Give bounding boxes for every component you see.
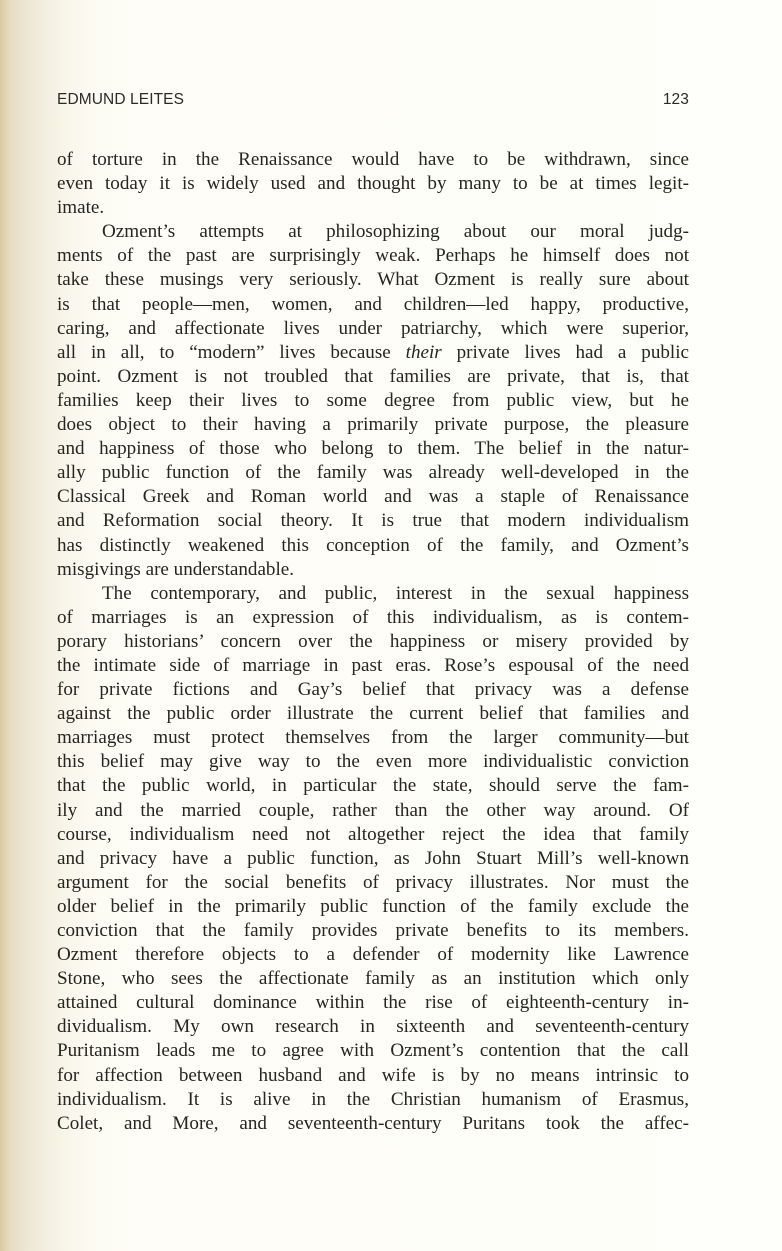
- text-line: imate.: [57, 197, 105, 219]
- text-line: does object to their having a primarily private purpose, the pleasure: [57, 414, 689, 436]
- text-line: ily and the married couple, rather than the other way around. Of: [57, 799, 689, 821]
- text-line: Colet, and More, and seventeenth-century Puritans took the affec-: [57, 1112, 689, 1134]
- text-line: caring, and affectionate lives under patriarchy, which were superior,: [57, 317, 689, 339]
- running-head: [57, 91, 689, 113]
- text-line: [57, 341, 689, 365]
- page-number: 123: [662, 91, 689, 108]
- text-line: this belief may give way to the even more individualistic conviction: [57, 751, 689, 773]
- text-line: The contemporary, and public, interest in the sexual happiness: [102, 582, 689, 604]
- text-line: older belief in the primarily public function of the family exclude the: [57, 895, 689, 917]
- text-line: point. Ozment is not troubled that families are private, that is, that: [57, 365, 689, 387]
- text-line: and privacy have a public function, as John Stuart Mill’s well-known: [57, 847, 689, 869]
- text-line: Ozment’s attempts at philosophizing about our moral judg-: [102, 221, 689, 243]
- text-line: dividualism. My own research in sixteenth and seventeenth-century: [57, 1016, 689, 1038]
- text-line: the intimate side of marriage in past eras. Rose’s espousal of the need: [57, 654, 689, 676]
- text-line: attained cultural dominance within the rise of eighteenth-century in-: [57, 992, 689, 1014]
- text-line: has distinctly weakened this conception of the family, and Ozment’s: [57, 534, 689, 556]
- text-line: for private fictions and Gay’s belief that privacy was a defense: [57, 679, 689, 701]
- text-line: misgivings are understandable.: [57, 558, 295, 580]
- text-line: and Reformation social theory. It is true that modern individualism: [57, 510, 689, 532]
- text-run: private lives had a public: [441, 341, 689, 363]
- text-line: course, individualism need not altogether reject the idea that family: [57, 823, 689, 845]
- text-line: Ozment therefore objects to a defender of modernity like Lawrence: [57, 944, 689, 966]
- text-line: ments of the past are surprisingly weak. Perhaps he himself does not: [57, 245, 689, 267]
- running-head-author: EDMUND LEITES: [57, 91, 185, 108]
- paragraph: [57, 582, 689, 1136]
- emphasis-text: their: [405, 341, 442, 363]
- text-line: porary historians’ concern over the happiness or misery provided by: [57, 630, 689, 652]
- text-line: Classical Greek and Roman world and was a staple of Renaissance: [57, 486, 689, 508]
- paragraph: [57, 220, 689, 581]
- text-line: argument for the social benefits of privacy illustrates. Nor must the: [57, 871, 689, 893]
- text-line: of marriages is an expression of this individualism, as is contem-: [57, 606, 689, 628]
- text-line: that the public world, in particular the state, should serve the fam-: [57, 775, 689, 797]
- text-line: and happiness of those who belong to them. The belief in the natur-: [57, 438, 689, 460]
- text-line: Puritanism leads me to agree with Ozment’s contention that the call: [57, 1040, 689, 1062]
- body-text: [57, 148, 689, 1136]
- text-line: against the public order illustrate the current belief that families and: [57, 703, 689, 725]
- text-line: marriages must protect themselves from the larger community—but: [57, 727, 689, 749]
- text-line: of torture in the Renaissance would have to be withdrawn, since: [57, 149, 689, 170]
- text-line: for affection between husband and wife is by no means intrinsic to: [57, 1064, 689, 1086]
- text-line: individualism. It is alive in the Christian humanism of Erasmus,: [57, 1088, 689, 1110]
- text-line: families keep their lives to some degree from public view, but he: [57, 389, 689, 411]
- text-line: conviction that the family provides private benefits to its members.: [57, 920, 689, 941]
- text-line: take these musings very seriously. What Ozment is really sure about: [57, 269, 689, 291]
- text-line: even today it is widely used and thought by many to be at times legit-: [57, 173, 689, 195]
- paragraph: [57, 148, 689, 220]
- text-line: Stone, who sees the affectionate family as an institution which only: [57, 968, 689, 990]
- text-line: ally public function of the family was already well-developed in the: [57, 462, 689, 484]
- text-run: all in all, to “modern” lives because: [57, 341, 406, 363]
- text-line: is that people—men, women, and children—led happy, productive,: [57, 293, 689, 315]
